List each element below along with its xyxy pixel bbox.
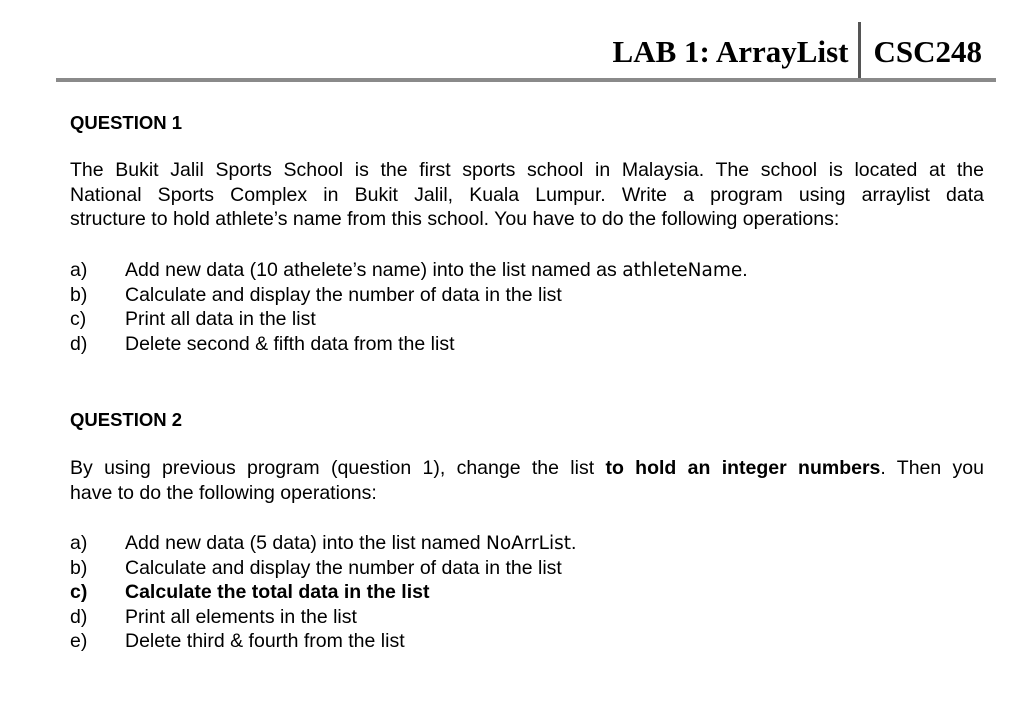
question-2-heading: QUESTION 2 <box>70 409 183 430</box>
header-rule <box>56 78 996 82</box>
list-item <box>70 629 576 654</box>
item-text <box>125 258 748 283</box>
item-marker: c) <box>70 581 88 603</box>
item-marker: b) <box>70 283 88 306</box>
list-item <box>70 580 576 605</box>
question-2-tasks <box>70 531 576 654</box>
variable-name: athleteName <box>622 260 743 281</box>
item-text: Calculate and display the number of data in the list <box>125 283 562 306</box>
paragraph-text: . Then you <box>880 457 984 479</box>
list-item <box>70 605 576 630</box>
item-text: Delete third & fourth from the list <box>125 630 405 652</box>
question-1-heading: QUESTION 1 <box>70 112 183 133</box>
item-marker: d) <box>70 332 88 355</box>
question-2-paragraph <box>70 456 984 505</box>
item-text: Calculate the total data in the list <box>125 581 430 603</box>
paragraph-line: The Bukit Jalil Sports School is the first sports school in Malaysia. The school is located at the <box>70 159 984 181</box>
list-item <box>70 283 748 308</box>
list-item <box>70 531 576 556</box>
item-text <box>125 531 576 556</box>
list-item <box>70 258 748 283</box>
item-text: Print all data in the list <box>125 308 316 330</box>
item-tail: . <box>571 532 577 554</box>
item-text-main: Add new data (10 athelete’s name) into the list named as <box>125 259 623 281</box>
question-1-tasks <box>70 258 748 356</box>
variable-name: NoArrList <box>485 533 572 554</box>
item-marker: b) <box>70 556 88 579</box>
paragraph-emphasis: to hold an integer numbers <box>605 457 881 479</box>
item-marker: e) <box>70 630 88 652</box>
item-marker: d) <box>70 605 88 628</box>
list-item <box>70 556 576 581</box>
lab-title: LAB 1: ArrayList <box>612 34 849 69</box>
item-marker: a) <box>70 532 88 554</box>
page-header <box>613 22 992 78</box>
paragraph-line: have to do the following operations: <box>70 481 377 504</box>
item-text: Calculate and display the number of data in the list <box>125 556 562 579</box>
item-marker: a) <box>70 259 88 281</box>
list-item <box>70 307 748 332</box>
course-code: CSC248 <box>873 34 982 69</box>
paragraph-text: By using previous program (question 1), change the list <box>70 457 606 479</box>
list-item <box>70 332 748 357</box>
paragraph-line: National Sports Complex in Bukit Jalil, Kuala Lumpur. Write a program using arraylist data <box>70 183 984 206</box>
question-1-paragraph <box>70 158 984 232</box>
item-text: Print all elements in the list <box>125 605 357 628</box>
paragraph-line <box>70 456 984 481</box>
item-text-main: Add new data (5 data) into the list named <box>125 532 486 554</box>
item-tail: . <box>742 259 748 281</box>
item-text: Delete second & fifth data from the list <box>125 332 455 355</box>
item-marker: c) <box>70 308 87 330</box>
paragraph-line: structure to hold athlete’s name from this school. You have to do the following operations: <box>70 208 840 230</box>
